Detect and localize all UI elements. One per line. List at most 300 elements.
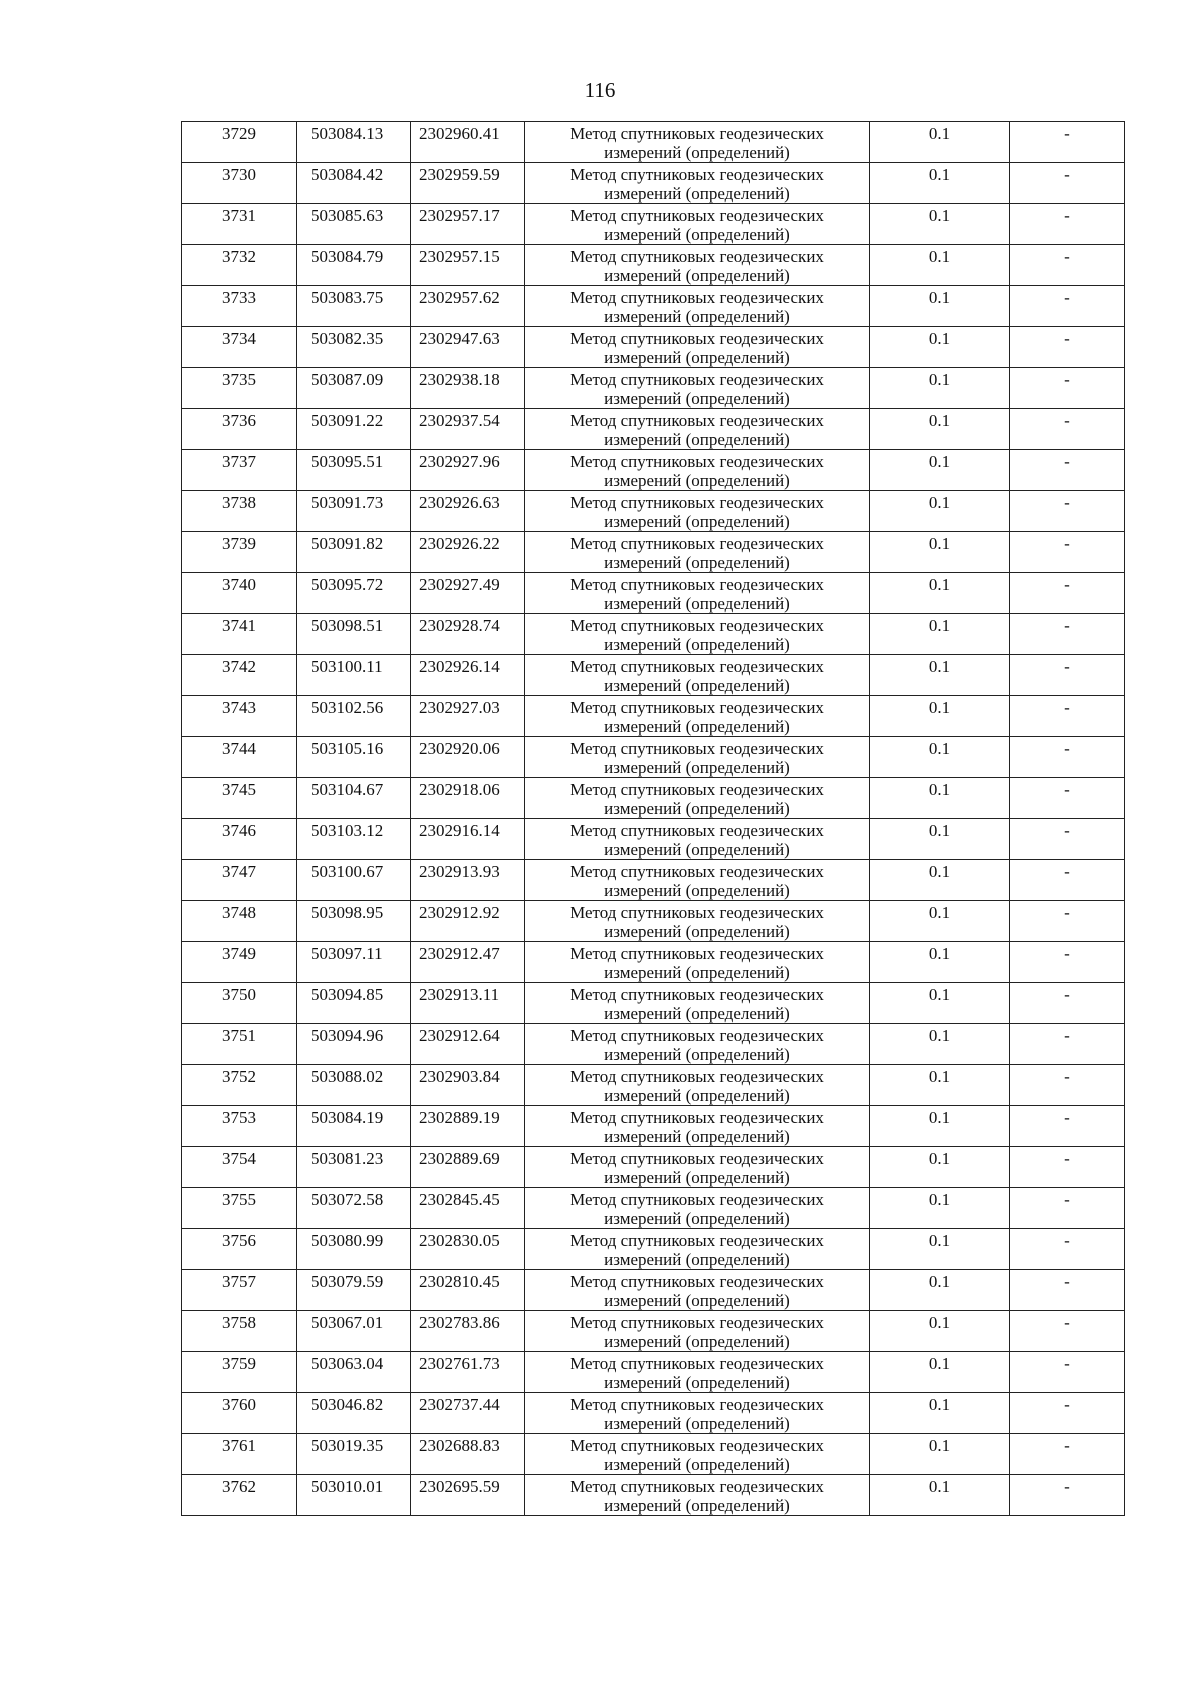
- accuracy-text: 0.1: [928, 780, 951, 799]
- method-line1-text: Метод спутниковых геодезических: [570, 411, 824, 430]
- note-cell: [1010, 696, 1125, 737]
- note-cell: [1010, 1188, 1125, 1229]
- y-coordinate-cell: [411, 860, 525, 901]
- point-number-text: 3760: [222, 1395, 256, 1414]
- y-coordinate-cell: [411, 901, 525, 942]
- x-coordinate-cell: [297, 983, 411, 1024]
- accuracy-text: 0.1: [928, 1067, 951, 1086]
- point-number-text: 3754: [222, 1149, 256, 1168]
- table-row: [182, 737, 1125, 778]
- x-coordinate-text: 503081.23: [311, 1149, 384, 1168]
- y-coordinate-cell: [411, 204, 525, 245]
- note-text: -: [1064, 1190, 1070, 1209]
- point-number-cell: [182, 286, 297, 327]
- point-number-cell: [182, 737, 297, 778]
- method-cell: [525, 1147, 870, 1188]
- method-line2-text: измерений (определений): [604, 1086, 790, 1105]
- y-coordinate-text: 2302957.15: [419, 247, 500, 266]
- method-cell: [525, 1106, 870, 1147]
- point-number-cell: [182, 901, 297, 942]
- point-number-cell: [182, 1147, 297, 1188]
- method-line2-text: измерений (определений): [604, 307, 790, 326]
- method-line1-text: Метод спутниковых геодезических: [570, 944, 824, 963]
- method-line1-text: Метод спутниковых геодезических: [570, 534, 824, 553]
- note-cell: [1010, 901, 1125, 942]
- note-cell: [1010, 368, 1125, 409]
- x-coordinate-cell: [297, 122, 411, 163]
- note-cell: [1010, 1434, 1125, 1475]
- x-coordinate-cell: [297, 573, 411, 614]
- note-text: -: [1064, 370, 1070, 389]
- accuracy-text: 0.1: [928, 1190, 951, 1209]
- accuracy-cell: [870, 737, 1010, 778]
- x-coordinate-text: 503091.82: [311, 534, 384, 553]
- method-cell: [525, 491, 870, 532]
- x-coordinate-text: 503067.01: [311, 1313, 384, 1332]
- y-coordinate-cell: [411, 1434, 525, 1475]
- point-number-cell: [182, 1475, 297, 1516]
- table-row: [182, 163, 1125, 204]
- y-coordinate-cell: [411, 1147, 525, 1188]
- method-cell: [525, 778, 870, 819]
- point-number-cell: [182, 614, 297, 655]
- method-line1-text: Метод спутниковых геодезических: [570, 575, 824, 594]
- method-cell: [525, 942, 870, 983]
- y-coordinate-text: 2302903.84: [419, 1067, 500, 1086]
- method-line2-text: измерений (определений): [604, 1168, 790, 1187]
- method-line2-text: измерений (определений): [604, 348, 790, 367]
- method-line2-text: измерений (определений): [604, 1250, 790, 1269]
- x-coordinate-cell: [297, 737, 411, 778]
- x-coordinate-text: 503087.09: [311, 370, 384, 389]
- note-text: -: [1064, 903, 1070, 922]
- table-row: [182, 573, 1125, 614]
- accuracy-cell: [870, 327, 1010, 368]
- note-cell: [1010, 286, 1125, 327]
- x-coordinate-cell: [297, 409, 411, 450]
- method-line1-text: Метод спутниковых геодезических: [570, 165, 824, 184]
- x-coordinate-text: 503091.22: [311, 411, 384, 430]
- note-cell: [1010, 942, 1125, 983]
- note-text: -: [1064, 739, 1070, 758]
- accuracy-cell: [870, 1393, 1010, 1434]
- x-coordinate-cell: [297, 778, 411, 819]
- note-cell: [1010, 1393, 1125, 1434]
- y-coordinate-text: 2302918.06: [419, 780, 500, 799]
- method-cell: [525, 1393, 870, 1434]
- accuracy-text: 0.1: [928, 698, 951, 717]
- point-number-cell: [182, 696, 297, 737]
- note-text: -: [1064, 944, 1070, 963]
- method-line1-text: Метод спутниковых геодезических: [570, 370, 824, 389]
- method-cell: [525, 1352, 870, 1393]
- y-coordinate-text: 2302913.11: [419, 985, 500, 1004]
- table-row: [182, 450, 1125, 491]
- point-number-cell: [182, 942, 297, 983]
- y-coordinate-text: 2302761.73: [419, 1354, 500, 1373]
- y-coordinate-text: 2302927.49: [419, 575, 500, 594]
- accuracy-cell: [870, 778, 1010, 819]
- x-coordinate-text: 503010.01: [311, 1477, 384, 1496]
- table-row: [182, 778, 1125, 819]
- note-cell: [1010, 409, 1125, 450]
- y-coordinate-cell: [411, 163, 525, 204]
- y-coordinate-text: 2302916.14: [419, 821, 500, 840]
- accuracy-cell: [870, 1434, 1010, 1475]
- x-coordinate-cell: [297, 532, 411, 573]
- y-coordinate-text: 2302938.18: [419, 370, 500, 389]
- method-line1-text: Метод спутниковых геодезических: [570, 493, 824, 512]
- x-coordinate-cell: [297, 1065, 411, 1106]
- table-row: [182, 1106, 1125, 1147]
- accuracy-text: 0.1: [928, 1313, 951, 1332]
- table-row: [182, 819, 1125, 860]
- method-cell: [525, 737, 870, 778]
- note-text: -: [1064, 1477, 1070, 1496]
- accuracy-text: 0.1: [928, 493, 951, 512]
- y-coordinate-text: 2302957.17: [419, 206, 500, 225]
- table-row: [182, 696, 1125, 737]
- accuracy-text: 0.1: [928, 1231, 951, 1250]
- method-cell: [525, 860, 870, 901]
- accuracy-cell: [870, 1311, 1010, 1352]
- method-line1-text: Метод спутниковых геодезических: [570, 452, 824, 471]
- method-line1-text: Метод спутниковых геодезических: [570, 1395, 824, 1414]
- x-coordinate-text: 503098.51: [311, 616, 384, 635]
- accuracy-cell: [870, 286, 1010, 327]
- method-line1-text: Метод спутниковых геодезических: [570, 616, 824, 635]
- point-number-cell: [182, 491, 297, 532]
- x-coordinate-text: 503100.11: [311, 657, 383, 676]
- note-cell: [1010, 614, 1125, 655]
- method-line2-text: измерений (определений): [604, 471, 790, 490]
- method-line1-text: Метод спутниковых геодезических: [570, 247, 824, 266]
- point-number-cell: [182, 532, 297, 573]
- point-number-text: 3733: [222, 288, 256, 307]
- point-number-cell: [182, 1106, 297, 1147]
- method-line1-text: Метод спутниковых геодезических: [570, 1272, 824, 1291]
- y-coordinate-text: 2302912.47: [419, 944, 500, 963]
- x-coordinate-cell: [297, 860, 411, 901]
- y-coordinate-cell: [411, 1188, 525, 1229]
- method-cell: [525, 573, 870, 614]
- point-number-cell: [182, 1024, 297, 1065]
- point-number-cell: [182, 204, 297, 245]
- x-coordinate-cell: [297, 1270, 411, 1311]
- accuracy-cell: [870, 450, 1010, 491]
- y-coordinate-text: 2302912.64: [419, 1026, 500, 1045]
- note-text: -: [1064, 1354, 1070, 1373]
- accuracy-cell: [870, 122, 1010, 163]
- x-coordinate-cell: [297, 1147, 411, 1188]
- note-text: -: [1064, 985, 1070, 1004]
- method-line2-text: измерений (определений): [604, 225, 790, 244]
- accuracy-cell: [870, 901, 1010, 942]
- method-cell: [525, 450, 870, 491]
- note-text: -: [1064, 534, 1070, 553]
- point-number-text: 3730: [222, 165, 256, 184]
- method-line2-text: измерений (определений): [604, 1373, 790, 1392]
- point-number-text: 3746: [222, 821, 256, 840]
- method-line2-text: измерений (определений): [604, 184, 790, 203]
- note-cell: [1010, 532, 1125, 573]
- method-cell: [525, 1229, 870, 1270]
- y-coordinate-text: 2302926.63: [419, 493, 500, 512]
- method-line1-text: Метод спутниковых геодезических: [570, 821, 824, 840]
- x-coordinate-text: 503094.85: [311, 985, 384, 1004]
- x-coordinate-text: 503091.73: [311, 493, 384, 512]
- note-text: -: [1064, 616, 1070, 635]
- note-text: -: [1064, 1108, 1070, 1127]
- method-line1-text: Метод спутниковых геодезических: [570, 985, 824, 1004]
- note-text: -: [1064, 165, 1070, 184]
- accuracy-cell: [870, 942, 1010, 983]
- method-line1-text: Метод спутниковых геодезических: [570, 780, 824, 799]
- accuracy-text: 0.1: [928, 1026, 951, 1045]
- point-number-text: 3759: [222, 1354, 256, 1373]
- method-line2-text: измерений (определений): [604, 1127, 790, 1146]
- method-line2-text: измерений (определений): [604, 430, 790, 449]
- accuracy-cell: [870, 1229, 1010, 1270]
- method-cell: [525, 163, 870, 204]
- method-line2-text: измерений (определений): [604, 758, 790, 777]
- y-coordinate-text: 2302810.45: [419, 1272, 500, 1291]
- note-text: -: [1064, 1313, 1070, 1332]
- y-coordinate-text: 2302957.62: [419, 288, 500, 307]
- method-line1-text: Метод спутниковых геодезических: [570, 288, 824, 307]
- table-row: [182, 1147, 1125, 1188]
- y-coordinate-text: 2302927.03: [419, 698, 500, 717]
- method-cell: [525, 655, 870, 696]
- accuracy-text: 0.1: [928, 1272, 951, 1291]
- table-row: [182, 901, 1125, 942]
- method-line1-text: Метод спутниковых геодезических: [570, 1231, 824, 1250]
- table-row: [182, 1188, 1125, 1229]
- note-cell: [1010, 327, 1125, 368]
- accuracy-cell: [870, 860, 1010, 901]
- y-coordinate-cell: [411, 655, 525, 696]
- note-cell: [1010, 1106, 1125, 1147]
- method-line2-text: измерений (определений): [604, 922, 790, 941]
- method-cell: [525, 122, 870, 163]
- x-coordinate-cell: [297, 163, 411, 204]
- y-coordinate-cell: [411, 1106, 525, 1147]
- y-coordinate-cell: [411, 327, 525, 368]
- table-row: [182, 655, 1125, 696]
- point-number-text: 3751: [222, 1026, 256, 1045]
- y-coordinate-text: 2302695.59: [419, 1477, 500, 1496]
- y-coordinate-cell: [411, 1393, 525, 1434]
- table-row: [182, 245, 1125, 286]
- x-coordinate-cell: [297, 1352, 411, 1393]
- note-text: -: [1064, 329, 1070, 348]
- page-number: 116: [584, 78, 616, 102]
- x-coordinate-text: 503097.11: [311, 944, 383, 963]
- method-line1-text: Метод спутниковых геодезических: [570, 1190, 824, 1209]
- x-coordinate-text: 503104.67: [311, 780, 384, 799]
- method-line1-text: Метод спутниковых геодезических: [570, 1149, 824, 1168]
- y-coordinate-text: 2302926.22: [419, 534, 500, 553]
- note-text: -: [1064, 452, 1070, 471]
- point-number-cell: [182, 655, 297, 696]
- accuracy-cell: [870, 163, 1010, 204]
- x-coordinate-cell: [297, 1475, 411, 1516]
- note-text: -: [1064, 698, 1070, 717]
- method-line1-text: Метод спутниковых геодезических: [570, 657, 824, 676]
- table-row: [182, 942, 1125, 983]
- accuracy-text: 0.1: [928, 206, 951, 225]
- method-line1-text: Метод спутниковых геодезических: [570, 206, 824, 225]
- accuracy-cell: [870, 204, 1010, 245]
- note-text: -: [1064, 862, 1070, 881]
- y-coordinate-cell: [411, 614, 525, 655]
- note-text: -: [1064, 1026, 1070, 1045]
- x-coordinate-cell: [297, 327, 411, 368]
- note-cell: [1010, 450, 1125, 491]
- accuracy-text: 0.1: [928, 1108, 951, 1127]
- point-number-text: 3731: [222, 206, 256, 225]
- x-coordinate-text: 503079.59: [311, 1272, 384, 1291]
- method-line2-text: измерений (определений): [604, 1414, 790, 1433]
- point-number-text: 3736: [222, 411, 256, 430]
- method-cell: [525, 1065, 870, 1106]
- point-number-cell: [182, 1229, 297, 1270]
- point-number-cell: [182, 1434, 297, 1475]
- note-text: -: [1064, 575, 1070, 594]
- note-text: -: [1064, 1067, 1070, 1086]
- accuracy-cell: [870, 1270, 1010, 1311]
- y-coordinate-text: 2302912.92: [419, 903, 500, 922]
- note-cell: [1010, 778, 1125, 819]
- method-line1-text: Метод спутниковых геодезических: [570, 698, 824, 717]
- accuracy-text: 0.1: [928, 288, 951, 307]
- table-row: [182, 1065, 1125, 1106]
- y-coordinate-cell: [411, 491, 525, 532]
- x-coordinate-text: 503082.35: [311, 329, 384, 348]
- y-coordinate-text: 2302937.54: [419, 411, 500, 430]
- accuracy-cell: [870, 1024, 1010, 1065]
- point-number-cell: [182, 983, 297, 1024]
- point-number-cell: [182, 860, 297, 901]
- accuracy-cell: [870, 1106, 1010, 1147]
- point-number-cell: [182, 245, 297, 286]
- point-number-text: 3747: [222, 862, 256, 881]
- y-coordinate-cell: [411, 1065, 525, 1106]
- note-text: -: [1064, 411, 1070, 430]
- accuracy-text: 0.1: [928, 739, 951, 758]
- y-coordinate-cell: [411, 368, 525, 409]
- y-coordinate-text: 2302889.69: [419, 1149, 500, 1168]
- y-coordinate-text: 2302927.96: [419, 452, 500, 471]
- point-number-cell: [182, 368, 297, 409]
- method-line2-text: измерений (определений): [604, 881, 790, 900]
- method-line2-text: измерений (определений): [604, 963, 790, 982]
- accuracy-text: 0.1: [928, 165, 951, 184]
- x-coordinate-text: 503083.75: [311, 288, 384, 307]
- x-coordinate-cell: [297, 696, 411, 737]
- y-coordinate-text: 2302889.19: [419, 1108, 500, 1127]
- method-cell: [525, 286, 870, 327]
- x-coordinate-text: 503019.35: [311, 1436, 384, 1455]
- note-cell: [1010, 204, 1125, 245]
- y-coordinate-cell: [411, 122, 525, 163]
- note-text: -: [1064, 1149, 1070, 1168]
- y-coordinate-cell: [411, 1024, 525, 1065]
- method-line1-text: Метод спутниковых геодезических: [570, 903, 824, 922]
- point-number-text: 3762: [222, 1477, 256, 1496]
- x-coordinate-cell: [297, 491, 411, 532]
- method-cell: [525, 368, 870, 409]
- method-line1-text: Метод спутниковых геодезических: [570, 1477, 824, 1496]
- x-coordinate-text: 503072.58: [311, 1190, 384, 1209]
- method-line1-text: Метод спутниковых геодезических: [570, 1354, 824, 1373]
- x-coordinate-text: 503063.04: [311, 1354, 384, 1373]
- accuracy-text: 0.1: [928, 985, 951, 1004]
- accuracy-text: 0.1: [928, 124, 951, 143]
- note-text: -: [1064, 247, 1070, 266]
- x-coordinate-cell: [297, 450, 411, 491]
- note-text: -: [1064, 1395, 1070, 1414]
- x-coordinate-text: 503102.56: [311, 698, 384, 717]
- accuracy-text: 0.1: [928, 247, 951, 266]
- coordinates-table: [181, 121, 1125, 1516]
- point-number-text: 3735: [222, 370, 256, 389]
- accuracy-cell: [870, 532, 1010, 573]
- accuracy-cell: [870, 696, 1010, 737]
- accuracy-text: 0.1: [928, 329, 951, 348]
- x-coordinate-cell: [297, 1188, 411, 1229]
- accuracy-text: 0.1: [928, 452, 951, 471]
- point-number-text: 3742: [222, 657, 256, 676]
- method-cell: [525, 204, 870, 245]
- table-row: [182, 614, 1125, 655]
- point-number-text: 3761: [222, 1436, 256, 1455]
- method-line2-text: измерений (определений): [604, 1045, 790, 1064]
- x-coordinate-text: 503098.95: [311, 903, 384, 922]
- y-coordinate-cell: [411, 286, 525, 327]
- x-coordinate-text: 503095.72: [311, 575, 384, 594]
- table-row: [182, 286, 1125, 327]
- table-row: [182, 1024, 1125, 1065]
- y-coordinate-cell: [411, 942, 525, 983]
- method-line2-text: измерений (определений): [604, 635, 790, 654]
- table-row: [182, 491, 1125, 532]
- x-coordinate-cell: [297, 286, 411, 327]
- note-cell: [1010, 245, 1125, 286]
- accuracy-text: 0.1: [928, 370, 951, 389]
- point-number-cell: [182, 122, 297, 163]
- table-row: [182, 1311, 1125, 1352]
- x-coordinate-cell: [297, 1229, 411, 1270]
- method-line2-text: измерений (определений): [604, 1209, 790, 1228]
- accuracy-text: 0.1: [928, 534, 951, 553]
- note-cell: [1010, 573, 1125, 614]
- accuracy-text: 0.1: [928, 821, 951, 840]
- table-row: [182, 1229, 1125, 1270]
- method-line2-text: измерений (определений): [604, 594, 790, 613]
- method-cell: [525, 1270, 870, 1311]
- table-row: [182, 983, 1125, 1024]
- note-cell: [1010, 1311, 1125, 1352]
- y-coordinate-cell: [411, 983, 525, 1024]
- accuracy-cell: [870, 491, 1010, 532]
- accuracy-text: 0.1: [928, 944, 951, 963]
- table-row: [182, 1475, 1125, 1516]
- method-line2-text: измерений (определений): [604, 1455, 790, 1474]
- table-row: [182, 860, 1125, 901]
- accuracy-cell: [870, 655, 1010, 696]
- note-cell: [1010, 655, 1125, 696]
